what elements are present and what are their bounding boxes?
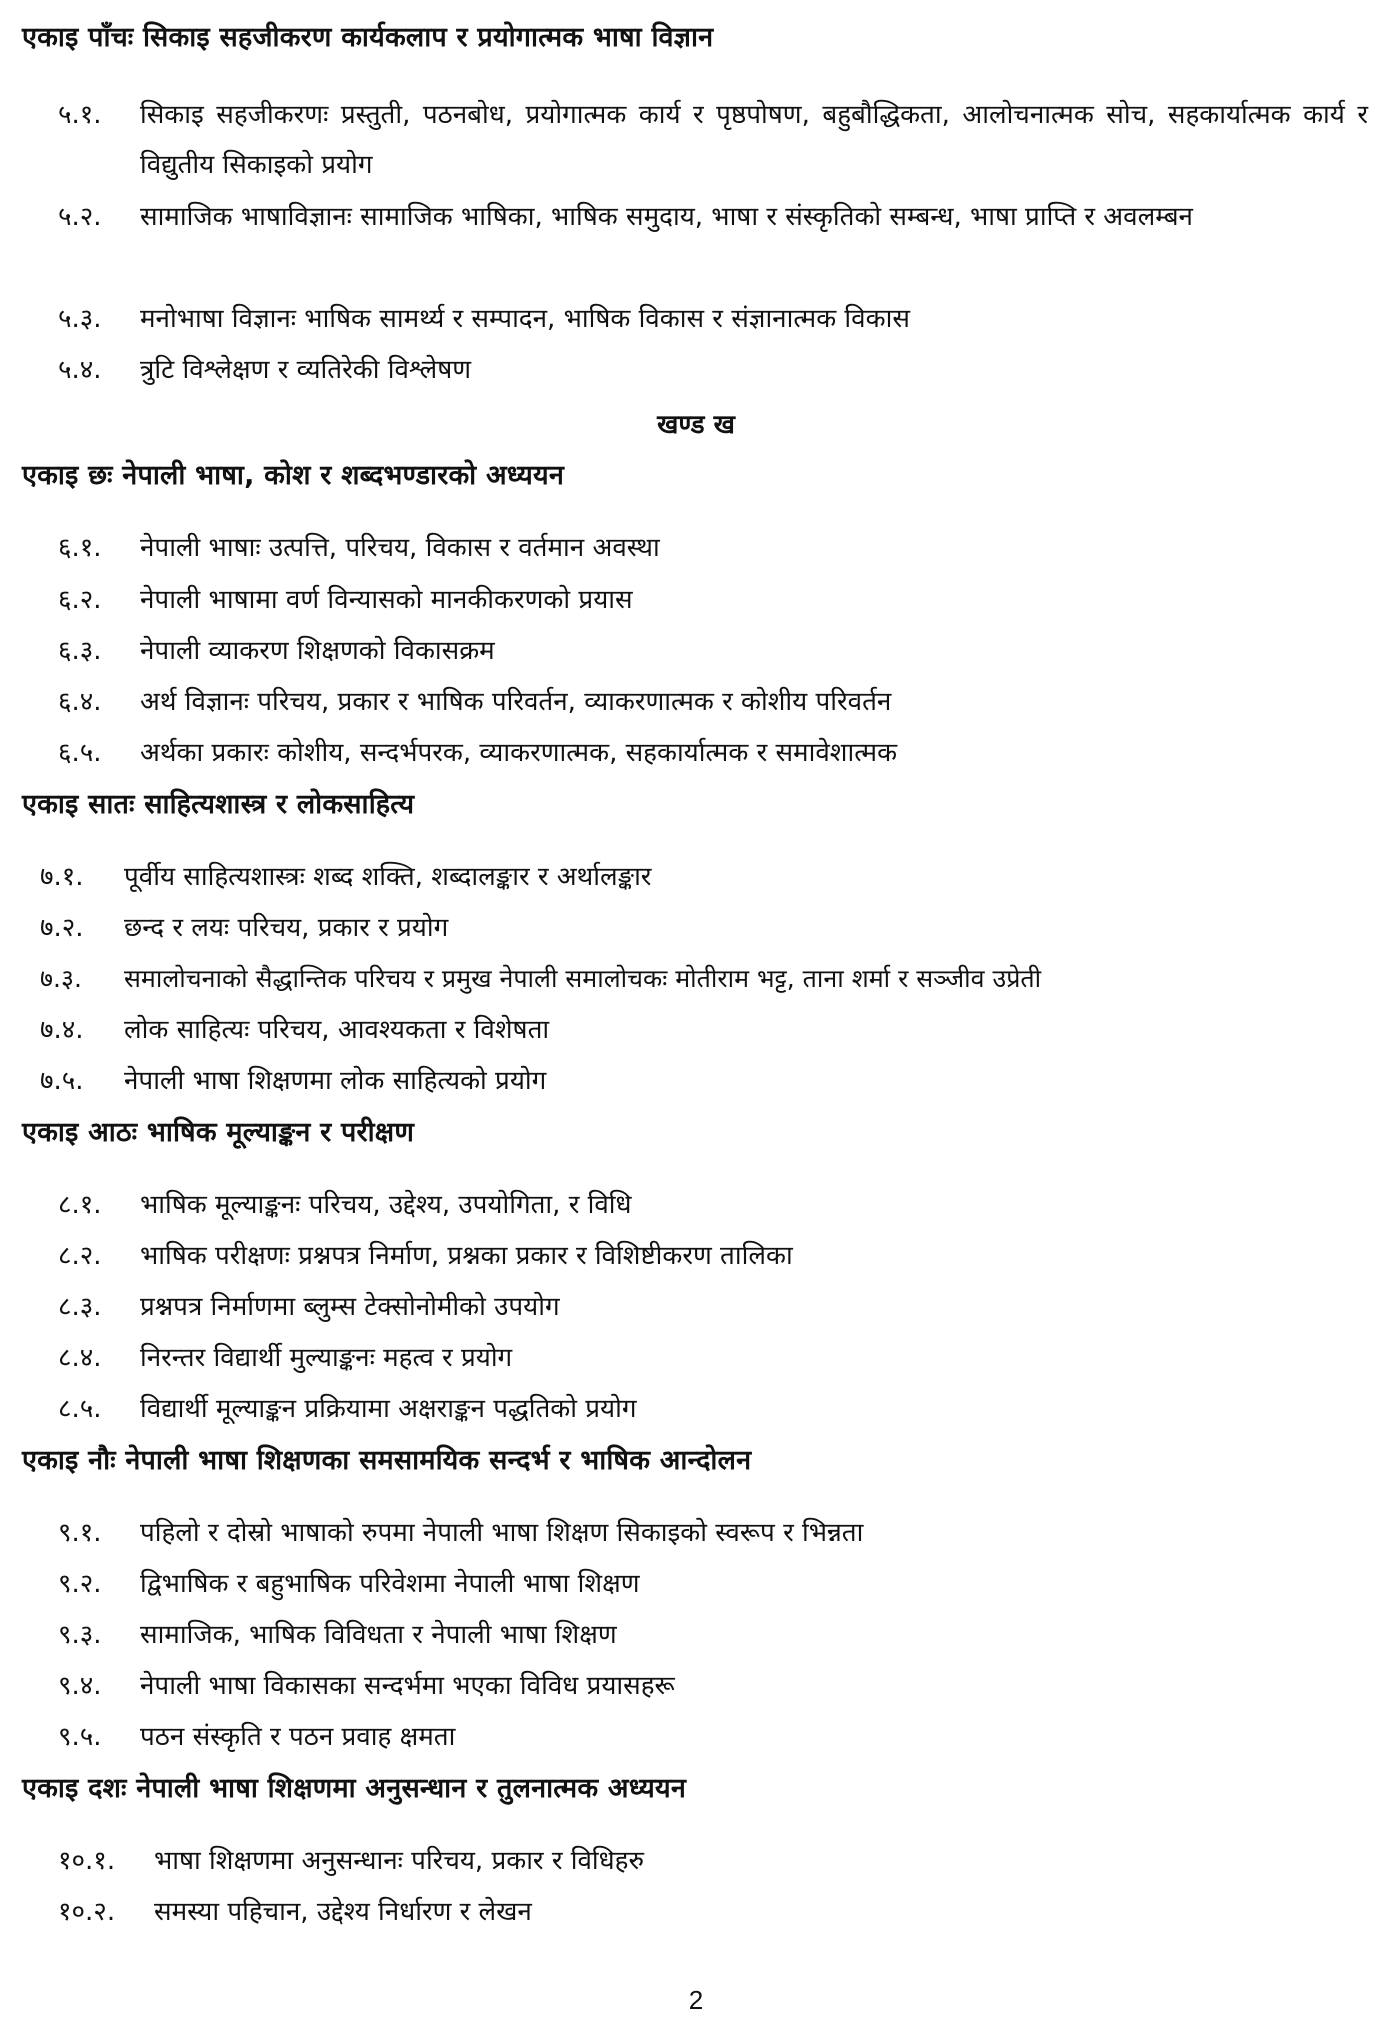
list-item-7-1 [40, 852, 651, 902]
list-item-6-1 [58, 523, 660, 573]
item-text: नेपाली भाषामा वर्ण विन्यासको मानकीकरणको प्रयास [140, 585, 633, 615]
item-number: ६.५. [58, 738, 102, 768]
unit-8-heading: एकाइ आठः भाषिक मूल्याङ्कन र परीक्षण [22, 1117, 415, 1148]
item-number: ८.१. [58, 1190, 102, 1220]
item-number: ८.३. [58, 1292, 102, 1322]
list-item-6-3 [58, 626, 495, 676]
list-item-5-2 [58, 192, 1368, 242]
unit-9-heading: एकाइ नौः नेपाली भाषा शिक्षणका समसामयिक सन्दर्भ र भाषिक आन्दोलन [22, 1445, 752, 1476]
item-text: पठन संस्कृति र पठन प्रवाह क्षमता [140, 1722, 456, 1752]
item-number: ९.४. [58, 1671, 102, 1701]
list-item-8-4 [58, 1333, 512, 1383]
item-number: ५.३. [58, 304, 102, 334]
item-text: सामाजिक, भाषिक विविधता र नेपाली भाषा शिक्षण [140, 1620, 617, 1650]
item-text: भाषिक मूल्याङ्कनः परिचय, उद्देश्य, उपयोगिता, र विधि [140, 1190, 632, 1220]
item-number: ६.२. [58, 585, 102, 615]
item-text: पूर्वीय साहित्यशास्त्रः शब्द शक्ति, शब्दालङ्कार र अर्थालङ्कार [124, 862, 652, 892]
item-number: ९.१. [58, 1518, 102, 1548]
item-number: ८.२. [58, 1241, 102, 1271]
list-item-9-1 [58, 1508, 863, 1558]
item-text: लोक साहित्यः परिचय, आवश्यकता र विशेषता [124, 1015, 550, 1045]
unit-7-heading: एकाइ सातः साहित्यशास्त्र र लोकसाहित्य [22, 789, 415, 820]
item-text: सिकाइ सहजीकरणः प्रस्तुती, पठनबोध, प्रयोगात्मक कार्य र पृष्ठपोषण, बहुबौद्धिकता, आलोचनात्मक सोच, सहकार्यात्मक कार्य र विद्युतीय सिकाइको प्रयोग [140, 100, 1368, 180]
item-number: ५.४. [58, 355, 102, 385]
item-number: ७.२. [40, 913, 84, 943]
item-number: ७.४. [40, 1015, 84, 1045]
list-item-9-5 [58, 1712, 455, 1762]
page-number: 2 [688, 1985, 704, 2015]
item-number: ६.१. [58, 533, 102, 563]
item-text: छन्द र लयः परिचय, प्रकार र प्रयोग [124, 913, 449, 943]
unit-5-heading: एकाइ पाँचः सिकाइ सहजीकरण कार्यकलाप र प्रयोगात्मक भाषा विज्ञान [22, 22, 714, 53]
item-number: ६.३. [58, 636, 102, 666]
list-item-9-2 [58, 1559, 640, 1609]
list-item-8-2 [58, 1231, 793, 1281]
item-number: ७.३. [40, 964, 82, 993]
item-text: सामाजिक भाषाविज्ञानः सामाजिक भाषिका, भाषिक समुदाय, भाषा र संस्कृतिको सम्बन्ध, भाषा प्राप्ति र अवलम्बन [140, 202, 1193, 232]
item-number: ९.२. [58, 1569, 102, 1599]
list-item-8-5 [58, 1384, 637, 1434]
item-text: नेपाली भाषा विकासका सन्दर्भमा भएका विविध प्रयासहरू [140, 1671, 675, 1701]
item-text: पहिलो र दोस्रो भाषाको रुपमा नेपाली भाषा शिक्षण सिकाइको स्वरूप र भिन्नता [140, 1518, 864, 1548]
item-number: ५.२. [58, 202, 102, 232]
list-item-5-4 [58, 345, 471, 395]
item-text: निरन्तर विद्यार्थी मुल्याङ्कनः महत्व र प्रयोग [140, 1343, 513, 1373]
item-number: ८.५. [58, 1394, 102, 1424]
item-number: ९.३. [58, 1620, 102, 1650]
unit-10-heading: एकाइ दशः नेपाली भाषा शिक्षणमा अनुसन्धान र तुलनात्मक अध्ययन [22, 1773, 687, 1804]
item-number: ७.१. [40, 862, 84, 892]
item-number: ७.५. [40, 1066, 84, 1096]
item-number: ९.५. [58, 1722, 102, 1752]
list-item-7-3 [40, 954, 1041, 1004]
list-item-5-1 [58, 90, 1368, 190]
list-item-8-3 [58, 1282, 560, 1332]
section-title: खण्ड ख [657, 410, 735, 440]
list-item-7-4 [40, 1005, 549, 1055]
list-item-8-1 [58, 1180, 632, 1230]
list-item-6-2 [58, 575, 633, 625]
item-text: प्रश्नपत्र निर्माणमा ब्लुम्स टेक्सोनोमीको उपयोग [140, 1292, 560, 1322]
list-item-7-5 [40, 1056, 546, 1106]
item-number: ५.१. [58, 100, 102, 130]
list-item-9-3 [58, 1610, 617, 1660]
item-text: नेपाली भाषाः उत्पत्ति, परिचय, विकास र वर्तमान अवस्था [140, 533, 660, 563]
item-text: नेपाली व्याकरण शिक्षणको विकासक्रम [140, 636, 495, 666]
item-text: समस्या पहिचान, उद्देश्य निर्धारण र लेखन [154, 1897, 532, 1927]
item-text: अर्थ विज्ञानः परिचय, प्रकार र भाषिक परिवर्तन, व्याकरणात्मक र कोशीय परिवर्तन [140, 687, 892, 717]
item-number: १०.१. [58, 1846, 116, 1876]
item-text: भाषा शिक्षणमा अनुसन्धानः परिचय, प्रकार र विधिहरु [154, 1846, 644, 1876]
list-item-6-4 [58, 677, 891, 727]
list-item-9-4 [58, 1661, 675, 1711]
item-text: द्विभाषिक र बहुभाषिक परिवेशमा नेपाली भाषा शिक्षण [140, 1569, 640, 1599]
list-item-5-3 [58, 294, 910, 344]
item-text: अर्थका प्रकारः कोशीय, सन्दर्भपरक, व्याकरणात्मक, सहकार्यात्मक र समावेशात्मक [140, 738, 898, 768]
list-item-6-5 [58, 728, 897, 778]
item-text: समालोचनाको सैद्धान्तिक परिचय र प्रमुख नेपाली समालोचकः मोतीराम भट्ट, ताना शर्मा र सञ्जीव उप्रेती [124, 964, 1042, 993]
item-text: त्रुटि विश्लेक्षण र व्यतिरेकी विश्लेषण [140, 355, 472, 385]
item-number: १०.२. [58, 1897, 116, 1927]
item-number: ६.४. [58, 687, 102, 717]
item-text: विद्यार्थी मूल्याङ्कन प्रक्रियामा अक्षराङ्कन पद्धतिको प्रयोग [140, 1394, 637, 1424]
item-text: भाषिक परीक्षणः प्रश्नपत्र निर्माण, प्रश्नका प्रकार र विशिष्टीकरण तालिका [140, 1241, 793, 1271]
list-item-7-2 [40, 903, 448, 953]
item-number: ८.४. [58, 1343, 102, 1373]
item-text: नेपाली भाषा शिक्षणमा लोक साहित्यको प्रयोग [124, 1066, 547, 1096]
item-text: मनोभाषा विज्ञानः भाषिक सामर्थ्य र सम्पादन, भाषिक विकास र संज्ञानात्मक विकास [140, 304, 910, 334]
list-item-10-2 [58, 1887, 532, 1937]
unit-6-heading: एकाइ छः नेपाली भाषा, कोश र शब्दभण्डारको अध्ययन [22, 460, 565, 491]
list-item-10-1 [58, 1836, 644, 1886]
